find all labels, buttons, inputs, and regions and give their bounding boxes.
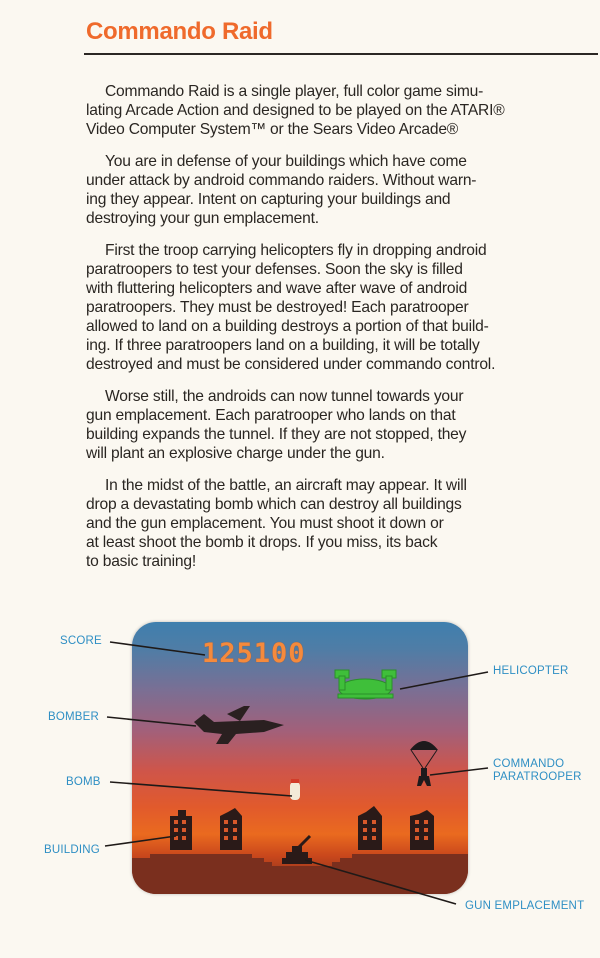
building-windows [174,820,428,840]
label-bomb: BOMB [66,776,101,788]
label-commando [493,758,582,784]
text-line: Commando Raid is a single player, full color game simu- [105,83,484,100]
text-line: You are in defense of your buildings which have come [105,153,467,170]
text-line: Video Computer System™ or the Sears Video Arcade® [86,121,459,138]
label-commando-line2: PARATROOPER [493,771,582,783]
paragraph-intro [86,82,572,139]
paragraph-defense [86,152,572,228]
text-line: to basic training! [86,553,196,570]
text-line: under attack by android commando raiders. Without warn- [86,172,477,189]
text-line: paratroopers. They must be destroyed! Each paratrooper [86,299,469,316]
game-screen [132,622,468,894]
paragraph-helicopters [86,241,572,374]
game-scene [132,622,468,894]
text-line: will plant an explosive charge under the gun. [86,445,385,462]
text-line: building expands the tunnel. If they are not stopped, they [86,426,467,443]
text-line: paratroopers to test your defenses. Soon the sky is filled [86,261,463,278]
bomber-icon [194,706,284,744]
bomb-icon [290,779,300,800]
text-line: gun emplacement. Each paratrooper who lands on that [86,407,456,424]
label-commando-line1: COMMANDO [493,758,565,770]
text-line: drop a devastating bomb which can destroy all buildings [86,496,462,513]
paragraph-bomber [86,476,572,571]
label-helicopter: HELICOPTER [493,665,569,677]
label-gun-emplacement: GUN EMPLACEMENT [465,900,585,912]
text-line: destroying your gun emplacement. [86,210,319,227]
text-line: at least shoot the bomb it drops. If you miss, its back [86,534,438,551]
gun-emplacement-icon [282,836,312,864]
text-line: with fluttering helicopters and wave after wave of android [86,280,468,297]
text-line: ing they appear. Intent on capturing your buildings and [86,191,451,208]
text-line: In the midst of the battle, an aircraft may appear. It will [105,477,467,494]
text-line: First the troop carrying helicopters fly in dropping android [105,242,487,259]
label-building: BUILDING [44,844,100,856]
helicopter-icon [335,670,396,699]
page-title: Commando Raid [86,18,273,45]
text-line: and the gun emplacement. You must shoot it down or [86,515,444,532]
score-display: 125100 [202,638,306,669]
paragraph-tunnel [86,387,572,463]
title-rule [84,53,598,55]
body-text [86,82,572,584]
label-bomber: BOMBER [48,711,100,723]
text-line: Worse still, the androids can now tunnel towards your [105,388,464,405]
text-line: destroyed and must be considered under commando control. [86,356,496,373]
text-line: lating Arcade Action and designed to be played on the ATARI® [86,102,505,119]
paratrooper-icon [410,741,438,786]
text-line: allowed to land on a building destroys a portion of that build- [86,318,489,335]
label-score: SCORE [60,635,102,647]
text-line: ing. If three paratroopers land on a building, it will be totally [86,337,480,354]
